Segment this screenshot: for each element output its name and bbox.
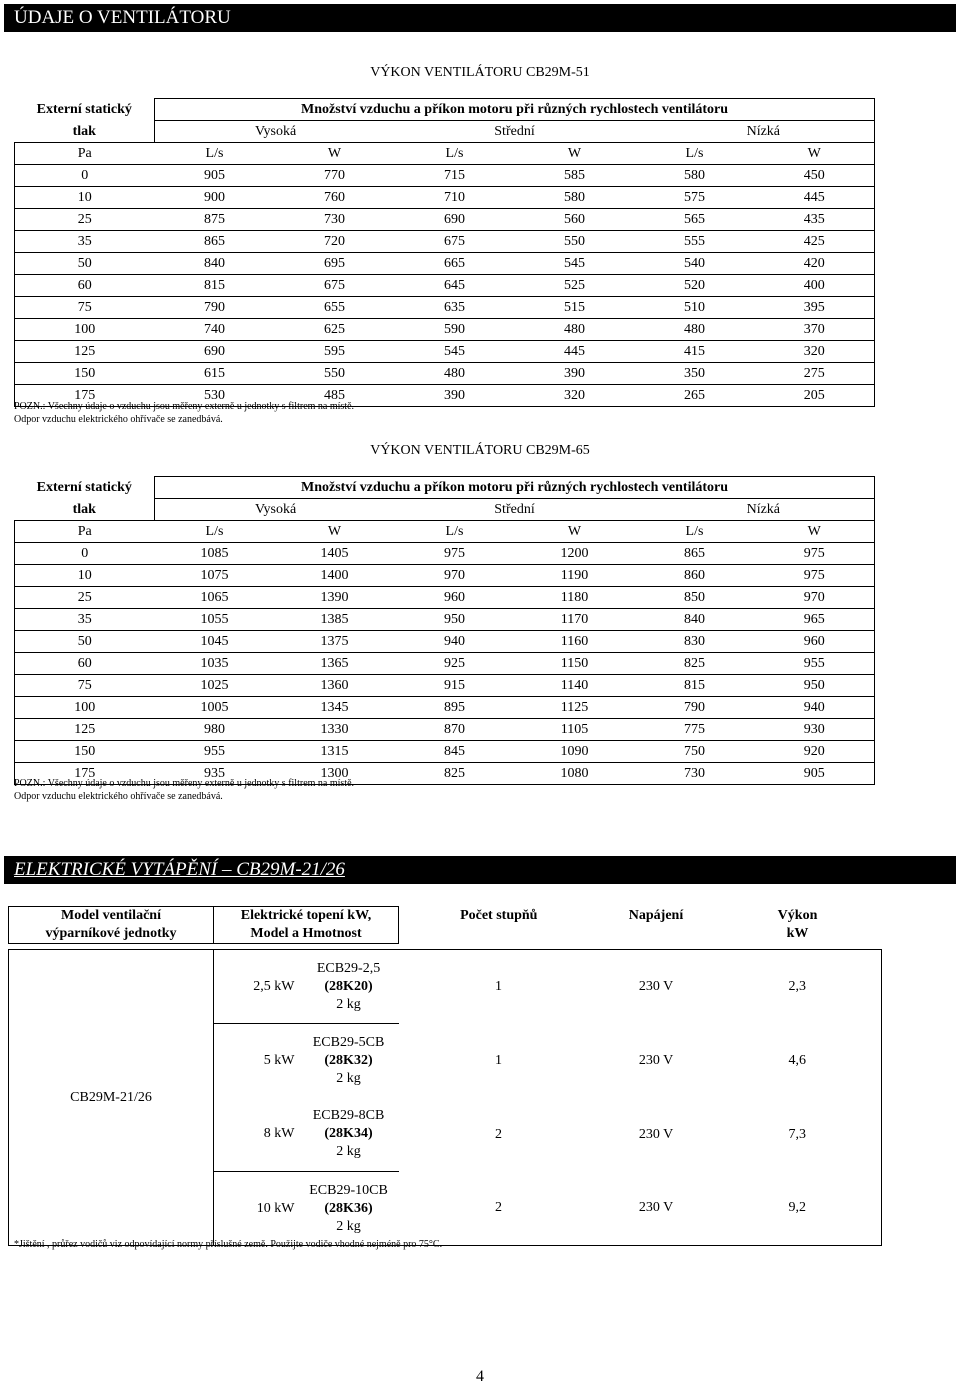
heater-model: ECB29-8CB <box>312 1108 385 1124</box>
note-line: Odpor vzduchu elektrického ohřívače se zanedbává. <box>14 414 223 425</box>
page-number: 4 <box>476 1368 484 1385</box>
table-cell: 1080 <box>515 763 635 785</box>
table-cell: 845 <box>395 741 515 763</box>
speed-header: Střední <box>395 121 635 143</box>
table-cell: 715 <box>395 165 515 187</box>
table-cell: 905 <box>155 165 275 187</box>
table-cell: 790 <box>155 297 275 319</box>
header-line: Počet stupňů <box>460 907 538 923</box>
unit-header: Pa <box>15 521 155 543</box>
table-cell: 965 <box>755 609 875 631</box>
table-row <box>15 609 875 631</box>
header-line: Model ventilační <box>61 908 161 923</box>
heater-model: ECB29-5CB <box>312 1034 385 1050</box>
table-row <box>15 631 875 653</box>
table-cell: 25 <box>15 587 155 609</box>
column-header <box>714 907 882 944</box>
table-cell: 615 <box>155 363 275 385</box>
heater-stages-cell: 1 <box>399 950 599 1024</box>
table-cell: 770 <box>275 165 395 187</box>
table-cell: 60 <box>15 275 155 297</box>
table-cell: 175 <box>15 763 155 785</box>
unit-header: W <box>755 143 875 165</box>
table-cell: 1180 <box>515 587 635 609</box>
table-cell: 595 <box>275 341 395 363</box>
heater-code: (28K20) <box>324 978 373 994</box>
table-cell: 815 <box>155 275 275 297</box>
unit-header: W <box>515 521 635 543</box>
table-cell: 655 <box>275 297 395 319</box>
table-cell: 1005 <box>155 697 275 719</box>
unit-header: Pa <box>15 143 155 165</box>
table-row <box>15 565 875 587</box>
table-cell: 400 <box>755 275 875 297</box>
table-cell: 730 <box>275 209 395 231</box>
heater-model-cell <box>299 950 399 1024</box>
table-cell: 320 <box>515 385 635 407</box>
unit-header: L/s <box>155 521 275 543</box>
table-cell: 510 <box>635 297 755 319</box>
table-cell: 825 <box>635 653 755 675</box>
table-cell: 840 <box>635 609 755 631</box>
column-label: Externí statický <box>15 99 155 121</box>
table-row <box>15 209 875 231</box>
table-cell: 775 <box>635 719 755 741</box>
column-header <box>399 907 599 944</box>
header-row <box>15 99 875 121</box>
header-row <box>9 907 882 944</box>
heater-supply-cell: 230 V <box>638 1126 674 1142</box>
unit-header: W <box>275 521 395 543</box>
table-cell: 585 <box>515 165 635 187</box>
table-cell: 125 <box>15 341 155 363</box>
heater-output-cell: 9,2 <box>714 1172 882 1246</box>
table-cell: 870 <box>395 719 515 741</box>
units-row <box>15 521 875 543</box>
table-row <box>15 275 875 297</box>
table-cell: 920 <box>755 741 875 763</box>
table-cell: 275 <box>755 363 875 385</box>
table-cell: 25 <box>15 209 155 231</box>
heater-output-cell: 7,3 <box>714 1098 882 1172</box>
table-row <box>15 165 875 187</box>
table-cell: 265 <box>635 385 755 407</box>
table-cell: 950 <box>755 675 875 697</box>
table-cell: 1190 <box>515 565 635 587</box>
table-row <box>15 363 875 385</box>
table-cell: 1375 <box>275 631 395 653</box>
column-label: tlak <box>15 121 155 143</box>
table-cell: 840 <box>155 253 275 275</box>
table-cell: 515 <box>515 297 635 319</box>
heater-model: ECB29-10CB <box>309 1182 388 1198</box>
units-row <box>15 143 875 165</box>
table-cell: 560 <box>515 209 635 231</box>
table-row <box>15 587 875 609</box>
table-row <box>15 719 875 741</box>
heater-weight: 2 kg <box>336 1144 361 1160</box>
speed-row <box>15 121 875 143</box>
table-cell: 580 <box>515 187 635 209</box>
table-cell: 1025 <box>155 675 275 697</box>
table-cell: 580 <box>635 165 755 187</box>
table-cell: 1400 <box>275 565 395 587</box>
fan-performance-table <box>14 98 875 407</box>
table-cell: 980 <box>155 719 275 741</box>
table-cell: 1090 <box>515 741 635 763</box>
table-cell: 0 <box>15 543 155 565</box>
heater-supply-cell: 230 V <box>638 1052 674 1068</box>
table-cell: 1055 <box>155 609 275 631</box>
heater-kw-cell: 5 kW <box>214 1024 299 1098</box>
table-cell: 830 <box>635 631 755 653</box>
table-cell: 540 <box>635 253 755 275</box>
heater-kw-cell: 10 kW <box>214 1172 299 1246</box>
table-cell: 480 <box>395 363 515 385</box>
table-row <box>15 741 875 763</box>
table-cell: 675 <box>395 231 515 253</box>
table-cell: 60 <box>15 653 155 675</box>
table-cell: 10 <box>15 565 155 587</box>
main-header: Množství vzduchu a příkon motoru při různých rychlostech ventilátoru <box>155 477 875 499</box>
table-cell: 1150 <box>515 653 635 675</box>
table-cell: 960 <box>755 631 875 653</box>
table-cell: 710 <box>395 187 515 209</box>
table-cell: 625 <box>275 319 395 341</box>
table-cell: 100 <box>15 697 155 719</box>
table-row <box>9 950 882 1024</box>
table-cell: 1300 <box>275 763 395 785</box>
table-cell: 905 <box>755 763 875 785</box>
heater-code: (28K32) <box>324 1052 373 1068</box>
table-cell: 415 <box>635 341 755 363</box>
table-cell: 35 <box>15 609 155 631</box>
unit-header: W <box>275 143 395 165</box>
table-cell: 1125 <box>515 697 635 719</box>
table-cell: 1085 <box>155 543 275 565</box>
table-cell: 970 <box>395 565 515 587</box>
heater-weight: 2 kg <box>336 996 361 1012</box>
table-cell: 485 <box>275 385 395 407</box>
table-cell: 480 <box>635 319 755 341</box>
fan-table-note <box>14 777 354 803</box>
table-cell: 1075 <box>155 565 275 587</box>
table-cell: 975 <box>395 543 515 565</box>
table-cell: 695 <box>275 253 395 275</box>
header-line: Model a Hmotnost <box>250 926 362 941</box>
table-cell: 940 <box>395 631 515 653</box>
table-cell: 975 <box>755 565 875 587</box>
header-line: kW <box>786 925 809 941</box>
table-cell: 1365 <box>275 653 395 675</box>
table-cell: 635 <box>395 297 515 319</box>
fan-table-title: VÝKON VENTILÁTORU CB29M-65 <box>370 443 590 458</box>
heater-stages-cell: 2 <box>399 1172 599 1246</box>
table-cell: 550 <box>515 231 635 253</box>
table-cell: 875 <box>155 209 275 231</box>
table-cell: 865 <box>635 543 755 565</box>
table-cell: 825 <box>395 763 515 785</box>
speed-header: Střední <box>395 499 635 521</box>
heater-code: (28K34) <box>324 1126 373 1142</box>
unit-header: L/s <box>395 143 515 165</box>
speed-header: Vysoká <box>155 499 395 521</box>
table-cell: 860 <box>635 565 755 587</box>
table-cell: 420 <box>755 253 875 275</box>
section-title: ELEKTRICKÉ VYTÁPĚNÍ – CB29M-21/26 <box>14 859 345 880</box>
table-cell: 565 <box>635 209 755 231</box>
table-cell: 790 <box>635 697 755 719</box>
note-line: POZN.: Všechny údaje o vzduchu jsou měřeny externě u jednotky s filtrem na místě. <box>14 778 355 789</box>
fan-performance-table <box>14 476 875 785</box>
table-cell: 1200 <box>515 543 635 565</box>
table-cell: 550 <box>275 363 395 385</box>
table-cell: 0 <box>15 165 155 187</box>
table-row <box>15 319 875 341</box>
table-row <box>15 231 875 253</box>
column-header <box>599 907 714 944</box>
section-banner-electric-heating <box>4 856 956 884</box>
table-cell: 150 <box>15 741 155 763</box>
table-cell: 895 <box>395 697 515 719</box>
table-cell: 125 <box>15 719 155 741</box>
table-cell: 525 <box>515 275 635 297</box>
table-cell: 435 <box>755 209 875 231</box>
unit-header: L/s <box>635 521 755 543</box>
table-cell: 1170 <box>515 609 635 631</box>
header-line: Napájení <box>628 907 684 923</box>
table-cell: 1045 <box>155 631 275 653</box>
table-cell: 645 <box>395 275 515 297</box>
table-cell: 975 <box>755 543 875 565</box>
heater-supply-cell: 230 V <box>599 1172 714 1246</box>
heater-model-cell <box>299 1024 399 1098</box>
heater-kw-cell: 8 kW <box>214 1098 299 1172</box>
unit-header: W <box>515 143 635 165</box>
column-label: tlak <box>15 499 155 521</box>
table-cell: 395 <box>755 297 875 319</box>
table-cell: 740 <box>155 319 275 341</box>
table-cell: 1105 <box>515 719 635 741</box>
table-cell: 970 <box>755 587 875 609</box>
table-cell: 100 <box>15 319 155 341</box>
table-cell: 675 <box>275 275 395 297</box>
header-line: Elektrické topení kW, <box>240 908 372 923</box>
table-cell: 960 <box>395 587 515 609</box>
heater-model-cell <box>299 1172 399 1246</box>
table-row <box>15 653 875 675</box>
heater-output-cell: 2,3 <box>714 950 882 1024</box>
table-cell: 925 <box>395 653 515 675</box>
table-cell: 665 <box>395 253 515 275</box>
table-cell: 530 <box>155 385 275 407</box>
table-cell: 760 <box>275 187 395 209</box>
table-cell: 930 <box>755 719 875 741</box>
table-row <box>15 341 875 363</box>
heater-weight: 2 kg <box>336 1218 361 1234</box>
column-header <box>214 907 399 944</box>
table-row <box>15 543 875 565</box>
table-row <box>15 297 875 319</box>
table-cell: 370 <box>755 319 875 341</box>
table-cell: 950 <box>395 609 515 631</box>
table-cell: 935 <box>155 763 275 785</box>
table-cell: 205 <box>755 385 875 407</box>
table-cell: 690 <box>395 209 515 231</box>
table-cell: 915 <box>395 675 515 697</box>
table-cell: 75 <box>15 675 155 697</box>
table-cell: 1160 <box>515 631 635 653</box>
section-banner-fan-data <box>4 4 956 32</box>
table-cell: 865 <box>155 231 275 253</box>
section-title: ÚDAJE O VENTILÁTORU <box>14 7 231 28</box>
heater-model-cell <box>299 1098 399 1172</box>
table-cell: 1315 <box>275 741 395 763</box>
table-cell: 955 <box>755 653 875 675</box>
table-cell: 445 <box>515 341 635 363</box>
main-header: Množství vzduchu a příkon motoru při různých rychlostech ventilátoru <box>155 99 875 121</box>
unit-header: L/s <box>635 143 755 165</box>
heater-model: ECB29-2,5 <box>316 960 381 976</box>
unit-model-cell: CB29M-21/26 <box>9 950 214 1246</box>
unit-header: W <box>755 521 875 543</box>
table-cell: 850 <box>635 587 755 609</box>
table-cell: 750 <box>635 741 755 763</box>
unit-header: L/s <box>395 521 515 543</box>
table-cell: 1390 <box>275 587 395 609</box>
table-cell: 425 <box>755 231 875 253</box>
table-cell: 730 <box>635 763 755 785</box>
table-cell: 390 <box>395 385 515 407</box>
table-cell: 175 <box>15 385 155 407</box>
table-cell: 1330 <box>275 719 395 741</box>
table-cell: 1140 <box>515 675 635 697</box>
unit-header: L/s <box>155 143 275 165</box>
table-cell: 575 <box>635 187 755 209</box>
table-cell: 520 <box>635 275 755 297</box>
table-cell: 10 <box>15 187 155 209</box>
table-cell: 955 <box>155 741 275 763</box>
table-cell: 1405 <box>275 543 395 565</box>
fan-table-note <box>14 400 354 426</box>
table-row <box>15 253 875 275</box>
table-cell: 1385 <box>275 609 395 631</box>
heater-stages-cell: 2 <box>495 1126 503 1142</box>
note-line: Odpor vzduchu elektrického ohřívače se zanedbává. <box>14 791 223 802</box>
table-cell: 390 <box>515 363 635 385</box>
table-cell: 690 <box>155 341 275 363</box>
table-cell: 720 <box>275 231 395 253</box>
heater-weight: 2 kg <box>336 1070 361 1086</box>
heater-stages-cell: 1 <box>495 1052 503 1068</box>
table-cell: 50 <box>15 631 155 653</box>
table-cell: 1065 <box>155 587 275 609</box>
table-cell: 75 <box>15 297 155 319</box>
table-cell: 815 <box>635 675 755 697</box>
heater-supply-cell: 230 V <box>599 950 714 1024</box>
table-cell: 555 <box>635 231 755 253</box>
heater-code: (28K36) <box>324 1200 373 1216</box>
heating-footnote: *Jištění , průřez vodičů viz odpovídající normy příslušné země. Použijte vodiče vhodné nejméně pro 75°C. <box>14 1239 443 1250</box>
table-row <box>15 187 875 209</box>
table-cell: 50 <box>15 253 155 275</box>
table-cell: 940 <box>755 697 875 719</box>
table-cell: 545 <box>515 253 635 275</box>
table-cell: 150 <box>15 363 155 385</box>
table-cell: 1360 <box>275 675 395 697</box>
header-row <box>15 477 875 499</box>
heater-kw-cell: 2,5 kW <box>214 950 299 1024</box>
table-cell: 445 <box>755 187 875 209</box>
table-cell: 350 <box>635 363 755 385</box>
speed-header: Nízká <box>635 121 875 143</box>
table-cell: 35 <box>15 231 155 253</box>
heater-output-cell: 4,6 <box>714 1024 882 1098</box>
table-row <box>15 697 875 719</box>
header-line: výparníkové jednotky <box>45 926 177 941</box>
table-cell: 545 <box>395 341 515 363</box>
table-cell: 450 <box>755 165 875 187</box>
table-cell: 320 <box>755 341 875 363</box>
speed-row <box>15 499 875 521</box>
table-cell: 480 <box>515 319 635 341</box>
table-row <box>15 675 875 697</box>
table-cell: 590 <box>395 319 515 341</box>
table-cell: 1345 <box>275 697 395 719</box>
column-label: Externí statický <box>15 477 155 499</box>
speed-header: Nízká <box>635 499 875 521</box>
fan-table-title: VÝKON VENTILÁTORU CB29M-51 <box>370 65 590 80</box>
note-line: POZN.: Všechny údaje o vzduchu jsou měřeny externě u jednotky s filtrem na místě. <box>14 401 355 412</box>
table-cell: 1035 <box>155 653 275 675</box>
header-line: Výkon <box>777 907 818 923</box>
table-cell: 900 <box>155 187 275 209</box>
column-header <box>9 907 214 944</box>
electric-heating-table <box>8 906 882 1246</box>
speed-header: Vysoká <box>155 121 395 143</box>
